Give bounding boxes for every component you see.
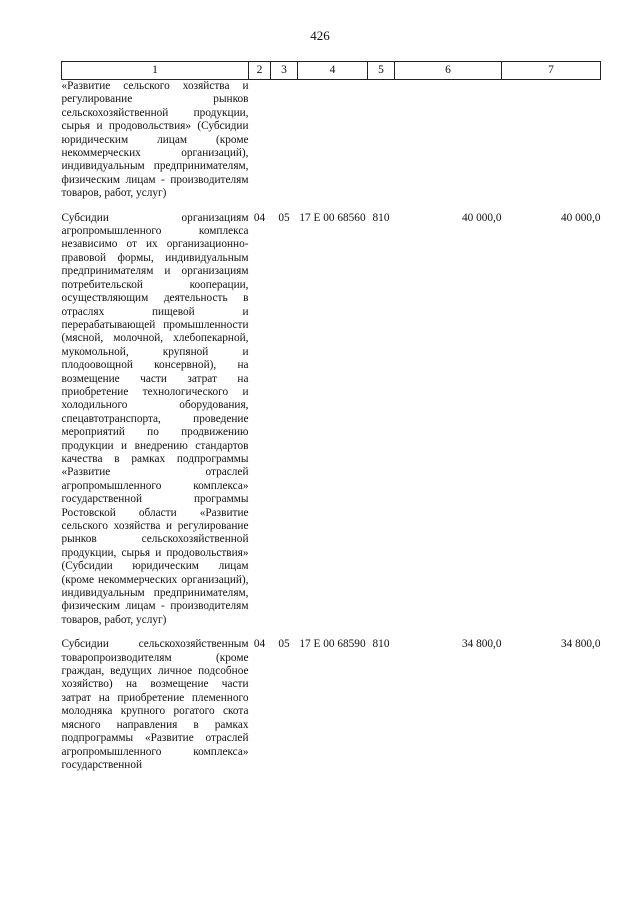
- row-target-code: [298, 80, 368, 212]
- column-header-4: 4: [298, 62, 368, 80]
- budget-table: [61, 61, 601, 772]
- row-target-code: 17 Е 00 68590: [299, 638, 366, 651]
- row-expense-type: 810: [372, 638, 390, 651]
- row-description: «Развитие сельского хозяйства и регулирование рынков сельскохозяйственной продукции, сырья и продовольствия» (Субсидии юридическим лицам (кроме некоммерческих организаций), индивидуальным предпринимателям, физическим лицам - производителям товаров, работ, услуг): [61, 80, 249, 200]
- row-section: 04: [253, 638, 266, 651]
- row-expense-type: 810: [372, 211, 390, 224]
- row-target-code: 17 Е 00 68560: [299, 211, 366, 224]
- row-amount-2: [502, 80, 601, 212]
- row-amount-1: [395, 80, 502, 212]
- row-amount-1: 34 800,0: [461, 638, 502, 651]
- row-subsection: 05: [278, 638, 290, 651]
- row-description: Субсидии сельскохозяйственным товаропроизводителям (кроме граждан, ведущих личное подсобное хозяйство) на возмещение части затрат на приобретение племенного молодняка крупного рогатого скота мясного направления в рамках подпрограммы «Развитие отраслей агропромышленного комплекса» государственной: [61, 638, 249, 771]
- page-number: 426: [310, 28, 330, 43]
- row-description: Субсидии организациям агропромышленного комплекса независимо от их организационно-правовой формы, индивидуальным предпринимателям и организациям потребительской кооперации, осуществляющим деятельность в отраслях пищевой и перерабатывающей промышленности (мясной, молочной, хлебопекарной, мукомольной, крупяной и плодоовощной консервной), на возмещение части затрат на приобретение технологического и холодильного оборудования, спецавтотранспорта, проведение мероприятий по продвижению продукции и внедрению стандартов качества в рамках подпрограммы «Развитие отраслей агропромышленного комплекса» государственной программы Ростовской области «Развитие сельского хозяйства и регулирование рынков сельскохозяйственной продукции, сырья и продовольствия» (Субсидии юридическим лицам (кроме некоммерческих организаций), индивидуальным предпринимателям, физическим лицам - производителям товаров, работ, услуг): [61, 211, 249, 626]
- column-header-7: 7: [502, 62, 601, 80]
- row-amount-2: 34 800,0: [560, 638, 601, 651]
- table-row: [62, 212, 601, 639]
- column-header-2: 2: [249, 62, 271, 80]
- row-expense-type: [368, 80, 395, 212]
- row-subsection: [271, 80, 298, 212]
- row-amount-1: 40 000,0: [461, 211, 502, 224]
- table-row: [62, 80, 601, 212]
- column-header-1: 1: [62, 62, 249, 80]
- column-header-5: 5: [368, 62, 395, 80]
- row-section: 04: [253, 211, 266, 224]
- row-section: [249, 80, 271, 212]
- table-row: [62, 638, 601, 772]
- row-amount-2: 40 000,0: [560, 211, 601, 224]
- column-header-3: 3: [271, 62, 298, 80]
- table-header-row: [62, 62, 601, 80]
- row-subsection: 05: [278, 211, 290, 224]
- column-header-6: 6: [395, 62, 502, 80]
